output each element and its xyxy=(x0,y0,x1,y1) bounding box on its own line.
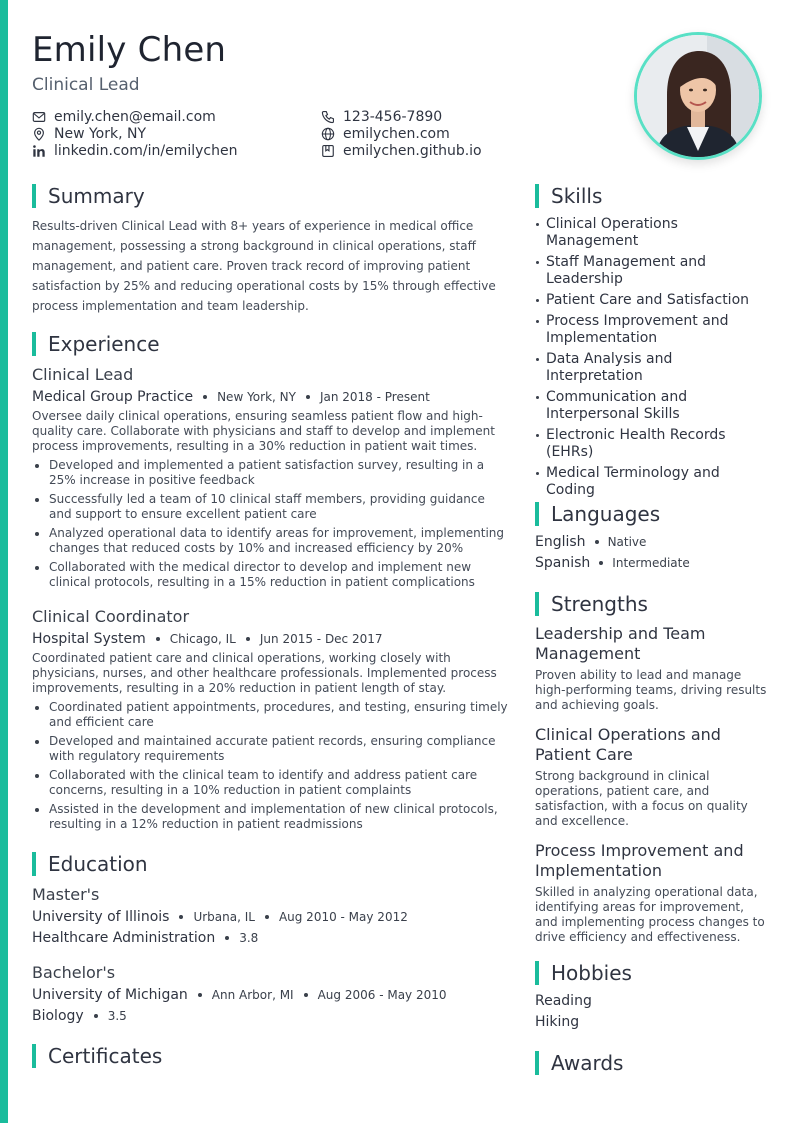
linkedin-icon xyxy=(32,144,46,158)
language-row xyxy=(535,555,690,571)
education-dates: Aug 2006 - May 2010 xyxy=(317,988,447,1002)
job-meta xyxy=(32,388,430,406)
heading-accent xyxy=(32,184,36,208)
strengths-heading xyxy=(535,592,648,616)
experience-heading xyxy=(32,332,160,356)
contact-website[interactable] xyxy=(321,125,450,142)
skills-heading xyxy=(535,184,602,208)
skills-list xyxy=(535,216,767,503)
certificates-heading xyxy=(32,1044,162,1068)
experience-heading-text: Experience xyxy=(48,332,160,356)
education-heading-text: Education xyxy=(48,852,148,876)
separator-dot xyxy=(304,993,308,997)
contact-location xyxy=(32,125,146,142)
job-dates: Jan 2018 - Present xyxy=(319,390,430,404)
hobbies-heading-text: Hobbies xyxy=(551,961,632,985)
heading-accent xyxy=(32,332,36,356)
list-item: Analyzed operational data to identify areas for improvement, implementing changes that reduced costs by 10% and increased efficiency by 20% xyxy=(32,526,510,556)
field-of-study: Healthcare Administration xyxy=(32,930,216,946)
list-item: Collaborated with the medical director to develop and implement new clinical protocols, resulting in a 15% reduction in patient complications xyxy=(32,560,510,590)
mail-icon xyxy=(32,110,46,124)
separator-dot xyxy=(94,1014,98,1018)
list-item: Successfully led a team of 10 clinical staff members, providing guidance and support to ensure excellent patient care xyxy=(32,492,510,522)
separator-dot xyxy=(179,915,183,919)
strength-title: Leadership and Team Management xyxy=(535,624,706,663)
heading-accent xyxy=(32,1044,36,1068)
job-meta xyxy=(32,630,383,648)
contact-email[interactable] xyxy=(32,108,216,125)
accent-bar xyxy=(0,0,8,1123)
separator-dot xyxy=(265,915,269,919)
heading-accent xyxy=(32,852,36,876)
education-heading xyxy=(32,852,148,876)
job-dates: Jun 2015 - Dec 2017 xyxy=(259,632,383,646)
languages-heading xyxy=(535,502,660,526)
skill-item: Process Improvement and Implementation xyxy=(535,313,767,347)
language-level: Native xyxy=(607,535,647,549)
gpa: 3.5 xyxy=(107,1009,127,1023)
education-dates: Aug 2010 - May 2012 xyxy=(278,910,408,924)
strength-description: Strong background in clinical operations, patient care, and satisfaction, with a focus on quality and excellence. xyxy=(535,769,748,828)
language-row xyxy=(535,534,646,550)
strength-title: Process Improvement and Implementation xyxy=(535,841,744,880)
job-location: New York, NY xyxy=(217,390,296,404)
list-item: Coordinated patient appointments, procedures, and testing, ensuring timely and efficient care xyxy=(32,700,510,730)
job-description: Oversee daily clinical operations, ensuring seamless patient flow and high-quality care. Collaborate with physicians and staff to develop and implement process improvements, resulting in a 30% reduction in patient wait times. xyxy=(32,409,495,453)
linkedin-text: linkedin.com/in/emilychen xyxy=(54,142,238,159)
job-description: Coordinated patient care and clinical operations, working closely with physicians, nurses, and other healthcare professionals. Implemented process improvements, resulting in a 20% reduction in patient length of stay. xyxy=(32,651,497,695)
language-name: Spanish xyxy=(535,555,591,571)
school-location: Ann Arbor, MI xyxy=(211,988,294,1002)
separator-dot xyxy=(595,540,599,544)
hobby-item: Hiking xyxy=(535,1014,580,1030)
contact-phone[interactable] xyxy=(321,108,442,125)
job-org: Hospital System xyxy=(32,631,146,647)
list-item: Assisted in the development and implementation of new clinical protocols, resulting in a 12% reduction in patient readmissions xyxy=(32,802,510,832)
school: University of Illinois xyxy=(32,909,170,925)
language-name: English xyxy=(535,534,586,550)
hobby-item: Reading xyxy=(535,993,592,1009)
job-role: Clinical Coordinator xyxy=(32,607,190,626)
strengths-heading-text: Strengths xyxy=(551,592,648,616)
separator-dot xyxy=(246,637,250,641)
education-meta xyxy=(32,986,447,1004)
heading-accent xyxy=(535,184,539,208)
degree: Bachelor's xyxy=(32,963,116,982)
contact-linkedin[interactable] xyxy=(32,142,237,159)
job-location: Chicago, IL xyxy=(169,632,236,646)
school: University of Michigan xyxy=(32,987,188,1003)
school-location: Urbana, IL xyxy=(193,910,255,924)
job-bullets xyxy=(32,458,510,594)
job-role: Clinical Lead xyxy=(32,365,134,384)
bookmark-icon xyxy=(321,144,335,158)
list-item: Developed and maintained accurate patient records, ensuring compliance with regulatory requirements xyxy=(32,734,510,764)
separator-dot xyxy=(198,993,202,997)
separator-dot xyxy=(203,395,207,399)
summary-text: Results-driven Clinical Lead with 8+ years of experience in medical office management, possessing a strong background in clinical operations, staff management, and patient care. Proven track record of improving patient satisfaction by 25% and reducing operational costs by 15% through effective process implementation and team leadership. xyxy=(32,219,496,313)
website-text: emilychen.com xyxy=(343,125,450,142)
awards-heading-text: Awards xyxy=(551,1051,624,1075)
contact-github[interactable] xyxy=(321,142,482,159)
hobbies-heading xyxy=(535,961,632,985)
email-text: emily.chen@email.com xyxy=(54,108,216,125)
skill-item: Staff Management and Leadership xyxy=(535,254,767,288)
github-text: emilychen.github.io xyxy=(343,142,482,159)
heading-accent xyxy=(535,502,539,526)
awards-heading xyxy=(535,1051,623,1075)
skill-item: Data Analysis and Interpretation xyxy=(535,351,767,385)
separator-dot xyxy=(156,637,160,641)
skill-item: Medical Terminology and Coding xyxy=(535,465,767,499)
candidate-name: Emily Chen xyxy=(32,30,227,70)
phone-icon xyxy=(321,110,335,124)
separator-dot xyxy=(306,395,310,399)
separator-dot xyxy=(599,561,603,565)
strength-description: Skilled in analyzing operational data, identifying areas for improvement, and implementing process changes to drive efficiency and effectiveness. xyxy=(535,885,765,944)
degree: Master's xyxy=(32,885,100,904)
skills-heading-text: Skills xyxy=(551,184,603,208)
gpa: 3.8 xyxy=(239,931,259,945)
job-title: Clinical Lead xyxy=(32,75,140,95)
heading-accent xyxy=(535,592,539,616)
heading-accent xyxy=(535,1051,539,1075)
heading-accent xyxy=(535,961,539,985)
certificates-heading-text: Certificates xyxy=(48,1044,163,1068)
list-item: Developed and implemented a patient satisfaction survey, resulting in a 25% increase in positive feedback xyxy=(32,458,510,488)
summary-heading-text: Summary xyxy=(48,184,145,208)
education-meta xyxy=(32,908,408,926)
education-field-row xyxy=(32,1007,127,1025)
strength-description: Proven ability to lead and manage high-performing teams, driving results and achieving goals. xyxy=(535,668,767,712)
language-level: Intermediate xyxy=(612,556,690,570)
list-item: Collaborated with the clinical team to identify and address patient care concerns, resulting in a 10% reduction in patient complaints xyxy=(32,768,510,798)
job-org: Medical Group Practice xyxy=(32,389,194,405)
phone-text: 123-456-7890 xyxy=(343,108,443,125)
skill-item: Patient Care and Satisfaction xyxy=(535,292,767,309)
skill-item: Clinical Operations Management xyxy=(535,216,767,250)
profile-photo xyxy=(634,32,762,160)
job-bullets xyxy=(32,700,510,836)
globe-icon xyxy=(321,127,335,141)
summary-heading xyxy=(32,184,145,208)
location-text: New York, NY xyxy=(54,125,147,142)
languages-heading-text: Languages xyxy=(551,502,661,526)
field-of-study: Biology xyxy=(32,1008,84,1024)
location-pin-icon xyxy=(32,127,46,141)
separator-dot xyxy=(225,936,229,940)
education-field-row xyxy=(32,929,258,947)
strength-title: Clinical Operations and Patient Care xyxy=(535,725,721,764)
skill-item: Electronic Health Records (EHRs) xyxy=(535,427,767,461)
skill-item: Communication and Interpersonal Skills xyxy=(535,389,767,423)
